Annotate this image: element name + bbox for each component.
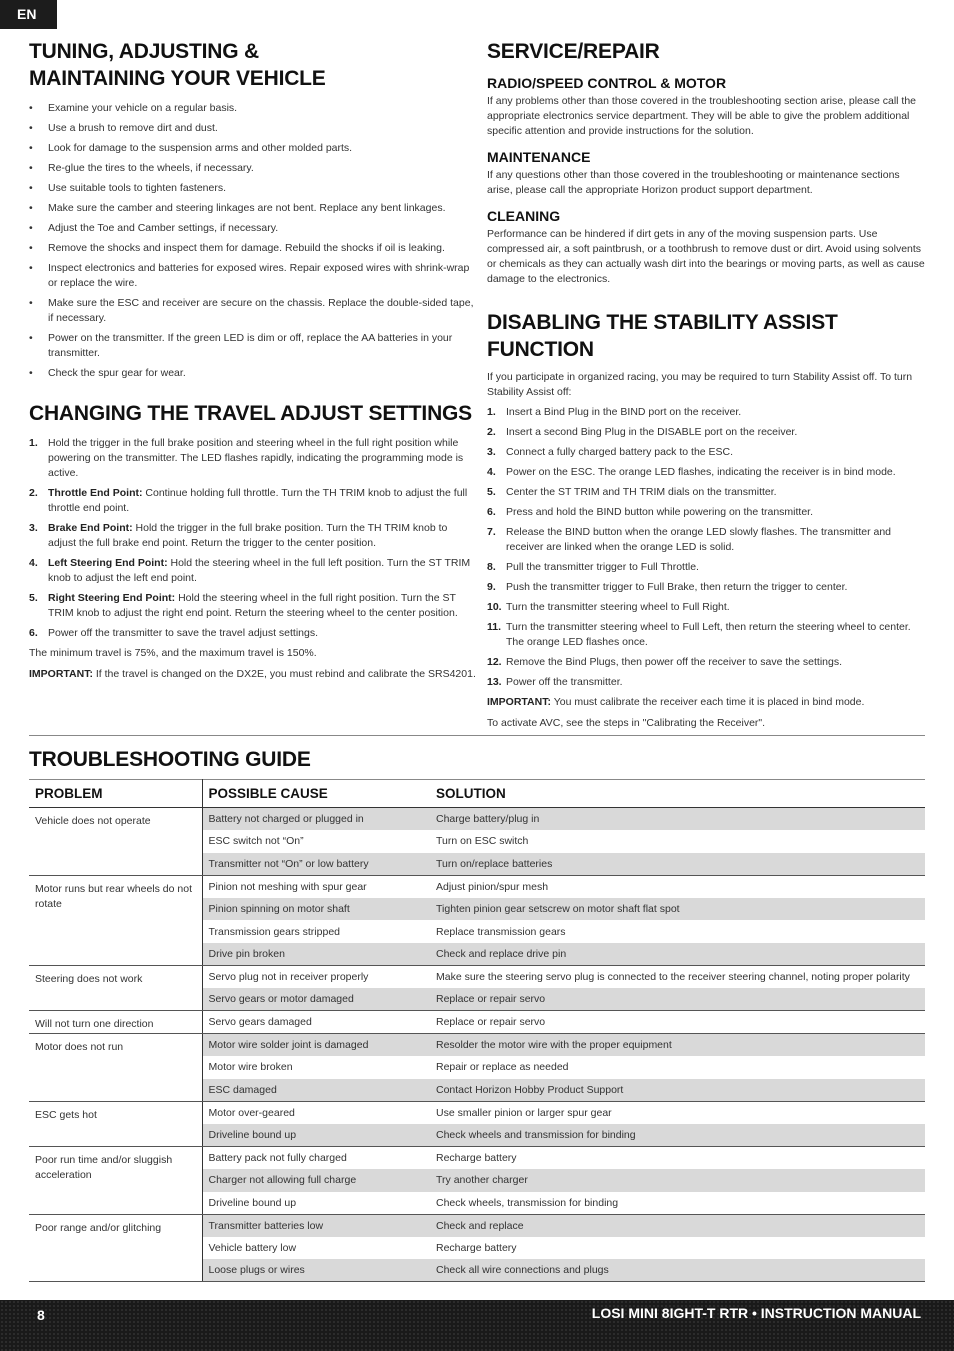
step-number: 11.: [487, 621, 502, 633]
table-row: [29, 808, 925, 831]
important-text: If the travel is changed on the DX2E, you must rebind and calibrate the SRS4201.: [92, 668, 476, 680]
step-number: 1.: [487, 406, 496, 418]
important-label: IMPORTANT:: [487, 696, 551, 708]
solution-cell: Replace transmission gears: [436, 925, 566, 938]
solution-cell: Charge battery/plug in: [430, 808, 925, 831]
tuning-title: [29, 38, 477, 92]
solution-cell: Make sure the steering servo plug is connected to the receiver steering channel, noting proper polarity: [436, 971, 910, 984]
cause-cell: Drive pin broken: [202, 943, 430, 966]
cause-cell: Motor wire broken: [208, 1061, 293, 1074]
step-number: 2.: [29, 487, 38, 499]
cause-cell: Driveline bound up: [202, 1124, 430, 1147]
avc-note: To activate AVC, see the steps in "Calibrating the Receiver".: [487, 717, 766, 729]
cause-cell: Transmitter not “On” or low battery: [202, 853, 430, 876]
cause-cell: ESC damaged: [202, 1079, 430, 1102]
step-item: [487, 560, 927, 575]
list-item: • Use a brush to remove dirt and dust.: [29, 121, 477, 136]
step-item: [29, 591, 477, 621]
step-item: [29, 436, 477, 481]
step-text: Continue holding full throttle. Turn the TH TRIM knob to adjust the full throttle end point.: [48, 487, 468, 514]
solution-cell: Recharge battery: [436, 1242, 517, 1255]
cause-cell: Transmission gears stripped: [208, 925, 340, 938]
step-label: Brake End Point:: [48, 522, 133, 534]
step-text: Power off the transmitter to save the travel adjust settings.: [48, 627, 319, 639]
travel-important: [29, 667, 477, 682]
solution-cell: Tighten pinion gear setscrew on motor shaft flat spot: [430, 898, 925, 921]
solution-cell: Turn on ESC switch: [436, 835, 529, 848]
step-text: Hold the trigger in the full brake position. Turn the TH TRIM knob to adjust the full brake end point. Return the trigger to the center position.: [48, 522, 448, 549]
table-row: [29, 1101, 925, 1124]
cause-cell: Transmitter batteries low: [202, 1214, 430, 1237]
radio-text: If any problems other than those covered in the troubleshooting section arise, please call the appropriate electronics service department. They will be able to give the problem additional specific attention and provide instructions for the solution.: [487, 95, 917, 137]
solution-cell: Recharge battery: [436, 1151, 517, 1164]
step-number: 4.: [487, 466, 496, 478]
step-item: [487, 425, 927, 440]
cause-cell: ESC switch not “On”: [208, 835, 304, 848]
maintenance-text: If any questions other than those covered in the troubleshooting or maintenance sections arise, please call the appropriate Horizon product support department.: [487, 169, 900, 196]
table-row: [29, 1033, 925, 1056]
table-body: [29, 808, 925, 1282]
cause-cell: Pinion spinning on motor shaft: [202, 898, 430, 921]
step-text: Connect a fully charged battery pack to the ESC.: [506, 446, 734, 458]
cause-cell: Motor over-geared: [208, 1106, 295, 1119]
step-label: Throttle End Point:: [48, 487, 143, 499]
problem-cell: Poor range and/or glitching: [29, 1214, 202, 1282]
solution-cell: Repair or replace as needed: [436, 1061, 569, 1074]
table-row: [29, 1011, 925, 1034]
step-item: [487, 485, 927, 500]
problem-cell: Steering does not work: [29, 966, 202, 1011]
step-number: 5.: [29, 592, 38, 604]
step-item: [29, 521, 477, 551]
step-item: [487, 465, 927, 480]
tuning-checklist: [29, 101, 477, 381]
cleaning-text: Performance can be hindered if dirt gets in any of the moving suspension parts. Use compressed air, a soft paintbrush, or a toothbrush to remove dust or dirt. Avoid using solvents or chemicals as they can actually wash dirt into the bearings or moving parts, as well as cause damage to the electronics.: [487, 228, 925, 285]
step-item: [487, 620, 927, 650]
list-item: • Make sure the ESC and receiver are secure on the chassis. Replace the double-sided tape, if necessary.: [29, 296, 477, 326]
step-text: Power on the ESC. The orange LED flashes, indicating the receiver is in bind mode.: [506, 466, 896, 478]
step-text: Push the transmitter trigger to Full Brake, then return the trigger to center.: [506, 581, 848, 593]
step-number: 2.: [487, 426, 496, 438]
solution-cell: Check and replace: [430, 1214, 925, 1237]
solution-cell: Check wheels, transmission for binding: [430, 1192, 925, 1215]
list-item: • Check the spur gear for wear.: [29, 366, 477, 381]
cause-cell: Servo gears or motor damaged: [202, 988, 430, 1011]
step-item: [487, 525, 927, 555]
section-divider: [29, 735, 925, 736]
cause-cell: Servo plug not in receiver properly: [208, 971, 369, 984]
travel-min-max: The minimum travel is 75%, and the maximum travel is 150%.: [29, 647, 317, 659]
step-number: 6.: [487, 506, 496, 518]
step-text: Turn the transmitter steering wheel to Full Right.: [506, 601, 730, 613]
step-item: [487, 505, 927, 520]
cause-cell: Driveline bound up: [202, 1192, 430, 1215]
cause-cell: Vehicle battery low: [208, 1242, 297, 1255]
list-item: • Remove the shocks and inspect them for damage. Rebuild the shocks if oil is leaking.: [29, 241, 477, 256]
step-number: 8.: [487, 561, 496, 573]
right-column: [487, 38, 927, 731]
cause-cell: Battery pack not fully charged: [208, 1151, 347, 1164]
solution-cell: Replace or repair servo: [430, 1011, 925, 1034]
problem-cell: Motor runs but rear wheels do not rotate: [29, 875, 202, 965]
cause-cell: Servo gears damaged: [202, 1011, 430, 1034]
step-text: Hold the steering wheel in the full left position. Turn the ST TRIM knob to adjust the left end point.: [48, 557, 471, 584]
step-item: [487, 655, 927, 670]
solution-cell: Try another charger: [430, 1169, 925, 1192]
step-text: Insert a second Bing Plug in the DISABLE port on the receiver.: [506, 426, 798, 438]
step-item: [29, 486, 477, 516]
cause-cell: Loose plugs or wires: [202, 1259, 430, 1282]
solution-cell: Resolder the motor wire with the proper equipment: [430, 1033, 925, 1056]
step-item: [487, 445, 927, 460]
stability-intro: If you participate in organized racing, you may be required to turn Stability Assist off. To turn Stability Assist off:: [487, 371, 913, 398]
solution-cell: Turn on/replace batteries: [430, 853, 925, 876]
step-text: Hold the steering wheel in the full right position. Turn the ST TRIM knob to adjust the right end point. Return the steering wheel to the center position.: [48, 592, 458, 619]
step-number: 4.: [29, 557, 38, 569]
solution-cell: Use smaller pinion or larger spur gear: [436, 1106, 612, 1119]
problem-cell: Poor run time and/or sluggish acceleration: [29, 1146, 202, 1214]
manual-title: LOSI MINI 8IGHT-T RTR • INSTRUCTION MANUAL: [591, 1305, 921, 1321]
radio-subtitle: RADIO/SPEED CONTROL & MOTOR: [487, 75, 727, 91]
step-text: Pull the transmitter trigger to Full Throttle.: [506, 561, 699, 573]
step-label: Right Steering End Point:: [48, 592, 176, 604]
problem-cell: Will not turn one direction: [29, 1011, 202, 1034]
header-problem: PROBLEM: [29, 780, 202, 808]
step-item: [29, 556, 477, 586]
solution-cell: Replace or repair servo: [430, 988, 925, 1011]
cause-cell: Charger not allowing full charge: [202, 1169, 430, 1192]
step-number: 12.: [487, 656, 502, 668]
cleaning-subtitle: CLEANING: [487, 208, 561, 224]
troubleshooting-title: TROUBLESHOOTING GUIDE: [29, 748, 311, 771]
travel-title: CHANGING THE TRAVEL ADJUST SETTINGS: [29, 402, 472, 425]
step-number: 7.: [487, 526, 496, 538]
step-number: 3.: [487, 446, 496, 458]
step-number: 1.: [29, 437, 38, 449]
left-column: [29, 38, 477, 682]
travel-steps: [29, 436, 477, 641]
solution-cell: Contact Horizon Hobby Product Support: [430, 1079, 925, 1102]
list-item: • Examine your vehicle on a regular basis.: [29, 101, 477, 116]
solution-cell: Check and replace drive pin: [430, 943, 925, 966]
step-item: [487, 580, 927, 595]
language-tab: EN: [0, 0, 57, 29]
step-label: Left Steering End Point:: [48, 557, 168, 569]
step-item: [487, 405, 927, 420]
step-text: Center the ST TRIM and TH TRIM dials on the transmitter.: [506, 486, 777, 498]
stability-steps: [487, 405, 927, 690]
list-item: • Power on the transmitter. If the green LED is dim or off, replace the AA batteries in your transmitter.: [29, 331, 477, 361]
important-text: You must calibrate the receiver each time it is placed in bind mode.: [550, 696, 865, 708]
step-number: 3.: [29, 522, 38, 534]
solution-cell: Check all wire connections and plugs: [430, 1259, 925, 1282]
cause-cell: Battery not charged or plugged in: [202, 808, 430, 831]
step-number: 6.: [29, 627, 38, 639]
step-item: [29, 626, 477, 641]
table-header-row: [29, 780, 925, 808]
problem-cell: ESC gets hot: [29, 1101, 202, 1146]
list-item: • Adjust the Toe and Camber settings, if necessary.: [29, 221, 477, 236]
list-item: • Inspect electronics and batteries for exposed wires. Repair exposed wires with shrink-wrap or replace the wire.: [29, 261, 477, 291]
table-row: [29, 1146, 925, 1169]
page-number: 8: [37, 1307, 45, 1323]
step-text: Remove the Bind Plugs, then power off the receiver to save the settings.: [506, 656, 842, 668]
table-row: [29, 875, 925, 898]
step-text: Release the BIND button when the orange LED slowly flashes. The transmitter and receiver are linked when the orange LED is solid.: [506, 526, 892, 553]
tuning-title-line1: TUNING, ADJUSTING &: [29, 40, 259, 63]
step-text: Turn the transmitter steering wheel to Full Left, then return the steering wheel to center. The orange LED flashes once.: [506, 621, 911, 648]
step-number: 9.: [487, 581, 496, 593]
step-item: [487, 675, 927, 690]
list-item: • Make sure the camber and steering linkages are not bent. Replace any bent linkages.: [29, 201, 477, 216]
step-number: 5.: [487, 486, 496, 498]
header-cause: POSSIBLE CAUSE: [202, 780, 430, 808]
tuning-title-line2: MAINTAINING YOUR VEHICLE: [29, 67, 326, 90]
list-item: • Look for damage to the suspension arms and other molded parts.: [29, 141, 477, 156]
list-item: • Use suitable tools to tighten fasteners.: [29, 181, 477, 196]
table-row: [29, 1214, 925, 1237]
step-text: Insert a Bind Plug in the BIND port on the receiver.: [506, 406, 742, 418]
list-item: • Re-glue the tires to the wheels, if necessary.: [29, 161, 477, 176]
cause-cell: Pinion not meshing with spur gear: [208, 880, 367, 893]
step-text: Hold the trigger in the full brake position and steering wheel in the full right position while powering on the transmitter. The LED flashes rapidly, indicating the programming mode is active.: [48, 437, 464, 479]
step-text: Press and hold the BIND button while powering on the transmitter.: [506, 506, 814, 518]
important-label: IMPORTANT:: [29, 668, 93, 680]
maintenance-subtitle: MAINTENANCE: [487, 149, 591, 165]
header-solution: SOLUTION: [430, 780, 925, 808]
step-text: Power off the transmitter.: [506, 676, 623, 688]
table-row: [29, 966, 925, 989]
step-item: [487, 600, 927, 615]
stability-title: DISABLING THE STABILITY ASSIST FUNCTION: [487, 311, 838, 361]
footer-bar: [0, 1300, 954, 1351]
problem-cell: Vehicle does not operate: [29, 808, 202, 876]
cause-cell: Motor wire solder joint is damaged: [202, 1033, 430, 1056]
solution-cell: Check wheels and transmission for binding: [430, 1124, 925, 1147]
solution-cell: Adjust pinion/spur mesh: [436, 880, 549, 893]
troubleshooting-table: [29, 779, 925, 1282]
stability-important: [487, 695, 927, 710]
service-title: SERVICE/REPAIR: [487, 40, 660, 63]
problem-cell: Motor does not run: [29, 1033, 202, 1101]
step-number: 13.: [487, 676, 502, 688]
step-number: 10.: [487, 601, 502, 613]
